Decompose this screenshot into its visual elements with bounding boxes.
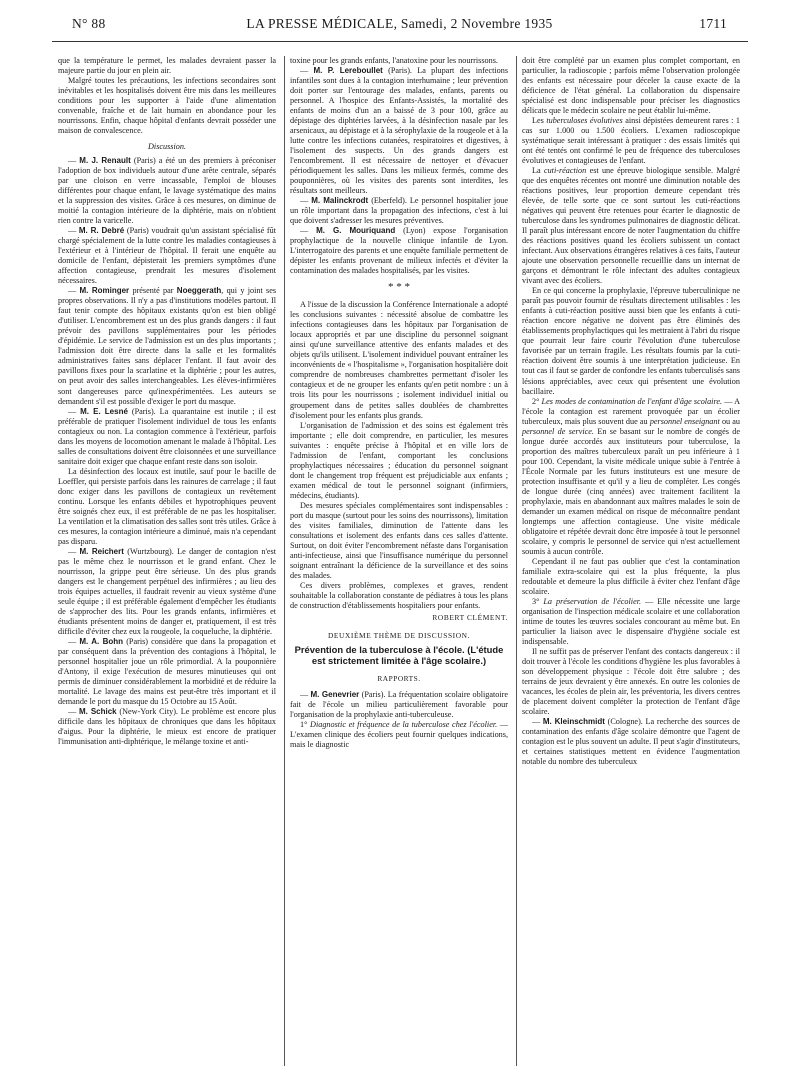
paragraph [522,166,740,286]
speaker-name: Noeggerath [176,286,222,296]
speaker-name: M. Reichert [79,546,124,556]
paragraph-text: (Wurtzbourg). Le danger de contagion n'est pas le même chez le nourrisson et le grand enfant. Chez le nourrisson, la grippe peut être sérieuse. Un des plus grands dangers est le changement perpétuel des infirmières ; au lieu des trois équipes actuelles, il faudrait revenir au vieux système d'une seule équipe ; il est préférable également d'empêcher les étudiants de s'approcher des lits. Pour les grands enfants, infirmières et étudiants présentent moins de danger et, pratiquement, il est très difficile d'éviter chez eux la rougeole, la coqueluche, la diphtérie. [58,546,277,636]
paragraph: L'organisation de l'admission et des soins est également très importante ; elle doit comprendre, en particulier, les mesures suivantes : enquête précise à l'hôpital et en ville lors de l'admission de l'enfant, comportant les conclusions prophylactiques nécessaires ; éducation du personnel soignant dont le changement trop fréquent est préjudiciable aux enfants ; examen médical de tout le personnel soignant (infirmiers, médecins, étudiants). [290,420,508,500]
theme-heading: DEUXIÈME THÈME DE DISCUSSION. [327,630,471,640]
paragraph: Des mesures spéciales complémentaires sont indispensables : port du masque (surtout pour les soins des nourrissons), limitation des visites familiales, diminution de l'attente dans les consultations et isolement des enfants dans ces salles d'attente. Surtout, on doit éviter l'encombrement néfaste dans l'organisation anti-infectieuse, ainsi que l'insuffisance numérique du personnel soignant entraînant la déficience de la surveillance et des soins des malades. [290,500,508,580]
section-title: Prévention de la tuberculose à l'école. (L'étude est strictement limitée à l'âge scolaire.) [294,643,504,666]
paragraph [522,397,740,557]
paragraph-text: (Paris) a été un des premiers à préconiser l'adoption de box individuels autour d'une arête centrale, séparés par une cloison en verre incassable, l'emploi de blouses différentes pour chaque enfant, le lavage systématique des mains et la suppression des visites. Grâce à ces mesures, on diminue de moitié la contagion intérieure de la diphtérie, mais on n'obtient rien contre la varicelle. [58,156,277,226]
item-number: 2° [532,396,540,406]
paragraph-text: (Paris). La quarantaine est inutile ; il est préférable de pratiquer l'isolement individuel de tous les enfants contagieux ou non. La contagion commence à l'extérieur, parfois dans les moyens de locomotion amenant le malade à l'hôpital. Les salles de consultations doivent être cloisonnées et une surveillance sanitaire doit exiger que chaque enfant reste dans son isoloir. [58,406,277,466]
speaker-name: M. P. Lereboullet [313,66,383,76]
emphasis: tuberculoses évolutives [546,116,623,126]
speaker-name: M. Malinckrodt [311,196,369,206]
speaker-name: M. Genevrier [310,689,360,699]
speaker-name: M. G. Mouriquand [316,226,396,236]
paragraph: En ce qui concerne la prophylaxie, l'épreuve tuberculinique ne paraît pas pouvoir fournir de résultats directement utilisables : les enfants à cuti-réaction positive aussi bien que les enfants à cuti-réaction encore négative ne doivent pas être éliminés des établissements prophylactiques qui les mettraient à l'abri du risque que pourrait leur faire courir l'évolution d'une tuberculose favorisée par un terrain fragile. Les résultats fournis par la cuti-réaction doivent être soumis à une interprétation judicieuse. En tout cas il faut se garder de confondre les enfants tuberculisés sans lésions appréciables, avec ceux qui présentent une évolution bacillaire. [522,286,740,396]
issue-number: N° 88 [72,16,106,31]
paragraph: Malgré toutes les précautions, les infections secondaires sont inévitables et les hospitalisés doivent être mis dans les meilleures conditions pour les supporter à l'aide d'une alimentation convenable, fraîche et de lait humain en abondance pour les nourrissons. Enfin, chaque hôpital d'enfants devrait posséder une maison de convalescence. [58,76,276,136]
paragraph [522,116,740,166]
speaker-name: M. R. Debré [78,226,125,236]
speaker-paragraph: — M. Schick (New-York City). Le problème est encore plus difficile dans les hôpitaux de chroniques que dans les hôpitaux d'aigus. Pour la diphtérie, le mieux est encore de pratiquer l'immunisation anti-diphtérique, le mélange toxine et anti- [58,707,276,747]
speaker-paragraph: — M. A. Bohn (Paris) considère que dans la propagation et par conséquent dans la prévention des contagions à l'hôpital, le personnel hospitalier joue un rôle primordial. A la pouponnière d'Antony, il exige l'exécution de mesures minutieuses qui ont permis de diminuer considérablement la morbidité et de réduire la mortalité. Le lavage des mains est peut-être très important et il demande le port du masque du 15 Octobre au 15 Août. [58,636,277,706]
paragraph-text: — Elle nécessite une large organisation de l'inspection médicale scolaire et une collaboration intime de toutes les œuvres sociales concourant au même but. En particulier la liaison avec le dispensaire d'hygiène sociale est indispensable. [522,596,740,646]
paragraph-text: (Paris) voudrait qu'un assistant spécialisé fût chargé spécialement de la lutte contre les maladies contagieuses à l'extérieur et à l'intérieur de l'hôpital. Il ferait une enquête au domicile de l'enfant, dépisterait les premiers symptômes d'une affection contagieuse, prendrait les mesures d'isolement nécessaires. [58,226,277,286]
speaker-paragraph: — M. Reichert (Wurtzbourg). Le danger de contagion n'est pas le même chez le nourrisson et le grand enfant. Chez le nourrisson, la grippe peut être sérieuse. Un des plus grands dangers est le changement perpétuel des infirmières ; au lieu des trois équipes actuelles, il faudrait revenir au vieux système d'une seule équipe ; il est préférable également d'empêcher les étudiants de s'approcher des lits. Pour les grands enfants, infirmières et étudiants présentent moins de danger et, pratiquement, il est très difficile d'éviter chez eux la rougeole, la coqueluche, la diphtérie. [58,546,277,636]
item-title: La préservation de l'écolier. [543,596,642,606]
journal-title: LA PRESSE MÉDICALE, Samedi, 2 Novembre 1935 [246,16,553,31]
paragraph-text: (Paris). La plupart des infections infantiles sont dues à la contagion interhumaine ; leur prévention doit porter sur l'entourage des malades, enfants, parents ou personnel. A l'hospice des Enfants-Assistés, la mortalité des enfants de moins d'un an a baissé de 3 pour 100, grâce au dépistage des diphtéries larvées, à la désinfection nasale par les arsenicaux, au dépistage et à la sérophylaxie de la rougeole et à la lutte contre les infections cutanées, respiratoires et digestives, à l'isolement des suspects. Un des grands dangers est l'encombrement. Il est nécessaire de nettoyer et d'évacuer périodiquement les salles. Dans les milieux fermés, comme des pouponnières, où les visites des parents sont interdites, les résultats sont meilleurs. [290,66,509,196]
speaker-name: M. J. Renault [79,156,131,166]
speaker-paragraph: — M. Kleinschmidt (Cologne). La recherche des sources de contamination des enfants d'âge scolaire démontre que l'agent de contagion est le plus souvent un adulte. Il peut s'agir d'instituteurs, et certaines statistiques mettent en évidence l'augmentation notable du nombre des tuberculeux [522,717,740,767]
paragraph: La désinfection des locaux est inutile, sauf pour le bacille de Loeffler, qui persiste parfois dans les rainures de carrelage ; il faut donc exiger dans les pavillons de contagieux un revêtement continu. Lorsque les enfants débiles et hypotrophiques peuvent être soignés chez eux, il est préférable de ne pas les hospitaliser. La ventilation et la climatisation des salles sont très utiles. Grâce à ces mesures, la contagion intérieure a diminué, mais n'a cependant pas disparu. [58,466,276,546]
paragraph-text: présenté par [132,286,174,296]
paragraph [522,597,740,647]
signature: ROBERT CLÉMENT. [432,612,508,622]
speaker-paragraph: — M. Rominger présenté par Noeggerath, qui y joint ses propres observations. Il n'y a pas d'institutions modèles partout. Il faut tenir compte des hôpitaux existants qu'on est bien obligé d'utiliser. L'encombrement est un des plus grands dangers : il faut prévoir des pavillons supplémentaires pour les périodes d'épidémie. Le service de l'admission est un des plus importants ; l'admission doit être directe dans la salle et les formalités administratives faites sans déplacer l'enfant. Il faut avoir des pavillons fixes pour la scarlatine et la diphtérie ; pour les autres, on peut avoir des salles interchangeables. Les élèves-infirmières sont dangereuses parce qu'inexpérimentées. Les auteurs se demandent s'il est possible d'exiger le port du masque. [58,286,277,406]
paragraph-text: En se basant sur le nombre de congés de longue durée accordés aux instituteurs pour tuberculose, la proportion des maîtres tuberculeux paraît un peu inférieure à 1 pour 100. Cependant, la visite médicale unique subie à l'entrée à l'École Normale par les futurs instituteurs est une mesure de protection insuffisante et qu'il y a lieu de compléter. Les congés de longue durée (cinq années) avec traitement facilitent la prophylaxie, mais en abandonnant aux maîtres malades le soin de demander un examen médical on risque de méconnaître pendant longtemps une affection contagieuse. Une visite médicale obligatoire et répétée devrait donc être imposée à tout le personnel scolaire, y compris le personnel de service qui n'est actuellement soumis à aucun contrôle. [522,426,741,556]
speaker-paragraph: — M. P. Lereboullet (Paris). La plupart des infections infantiles sont dues à la contagion interhumaine ; leur prévention doit porter sur l'entourage des malades, enfants, parents ou personnel. A l'hospice des Enfants-Assistés, la mortalité des enfants de moins d'un an a baissé de 3 pour 100, grâce au dépistage des diphtéries larvées, à la désinfection nasale par les arsenicaux, au dépistage et à la sérophylaxie de la rougeole et à la lutte contre les infections cutanées, respiratoires et digestives, à l'isolement des suspects. Un des grands dangers est l'encombrement. Il est nécessaire de nettoyer et d'évacuer périodiquement les salles. Dans les milieux fermés, comme des pouponnières, où les visites des parents sont interdites, les résultats sont meilleurs. [290,66,509,196]
paragraph-text: (Lyon) expose l'organisation prophylactique de la nouvelle clinique infantile de Lyon. L'interrogatoire des parents et une enquête familiale permettent de dépister les enfants provenant de milieux infectés et d'éviter la contamination des malades hospitalisés, par les visites. [290,226,508,276]
speaker-paragraph: — M. E. Lesné (Paris). La quarantaine est inutile ; il est préférable de pratiquer l'isolement individuel de tous les enfants contagieux ou non. La contagion commence à l'extérieur, parfois dans les moyens de locomotion amenant le malade à l'hôpital. Les salles de consultations doivent être cloisonnées et une surveillance sanitaire doit exiger que chaque enfant reste dans son isoloir. [58,406,277,466]
speaker-name: M. Rominger [79,286,130,296]
item-title: Les modes de contamination de l'enfant d'âge scolaire. [541,396,723,406]
paragraph: Ces divers problèmes, complexes et graves, rendent souhaitable la collaboration constante de pédiatres à tous les plans de construction d'établissements hospitaliers pour enfants. [290,580,508,610]
speaker-paragraph: — M. Genevrier (Paris). La fréquentation scolaire obligatoire fait de l'école un milieu particulièrement favorable pour l'organisation de la prophylaxie anti-tuberculeuse. [290,689,508,719]
section-separator: * * * [388,281,410,294]
emphasis: cuti-réaction [543,166,587,176]
paragraph-text: , qui y joint ses propres observations. Il n'y a pas d'institutions modèles partout. Il faut tenir compte des hôpitaux existants qu'on est bien obligé d'utiliser. L'encombrement est un des plus grands dangers : il faut prévoir des pavillons supplémentaires pour les périodes d'épidémie. Le service de l'admission est un des plus importants ; l'admission doit être directe dans la salle et les formalités administratives faites sans déplacer l'enfant. Il faut avoir des pavillons fixes pour la scarlatine et la diphtérie ; pour les autres, on peut avoir des salles interchangeables. Les élèves-infirmières sont dangereuses parce qu'inexpérimentées. Les auteurs se demandent s'il est possible d'exiger le port du masque. [58,286,277,406]
speaker-name: M. A. Bohn [79,636,124,646]
subsection-heading: RAPPORTS. [377,673,421,683]
page-header [72,16,727,38]
emphasis: personnel enseignant [649,416,720,426]
paragraph: que la température le permet, les malades devraient passer la majeure partie du jour en plein air. [58,56,276,76]
paragraph: Cependant il ne faut pas oublier que c'est la contamination familiale extra-scolaire qui est la plus fréquente, la plus redoutable et demeure la plus difficile à éviter chez l'enfant d'âge scolaire. [522,556,740,596]
column-2 [290,56,508,750]
speaker-paragraph: — M. G. Mouriquand (Lyon) expose l'organisation prophylactique de la nouvelle clinique infantile de Lyon. L'interrogatoire des parents et une enquête familiale permettent de dépister les enfants provenant de milieux infectés et d'éviter la contamination des malades hospitalisés, par les visites. [290,226,508,276]
section-heading: Discussion. [148,142,186,152]
column-divider [516,56,517,1066]
paragraph-text: — L'examen clinique des écoliers peut fournir quelques indications, mais le diagnostic [290,719,508,749]
speaker-paragraph: — M. Malinckrodt (Eberfeld). Le personnel hospitalier joue un rôle important dans la propagation des infections, c'est à lui que doivent s'adresser les mesures préventives. [290,196,509,226]
paragraph: A l'issue de la discussion la Conférence Internationale a adopté les conclusions suivantes : nécessité absolue de combattre les infections contagieuses dans les hôpitaux par l'organisation de locaux appropriés et par une discipline du personnel soignant ainsi qu'une surveillance attentive des enfants malades et des objets qu'ils utilisent. L'isolement individuel pouvant entraîner les inconvénients de « l'hospitalisme », l'organisation hospitalière doit comprendre de nombreuses chambrettes permettant d'isoler les contagieux et de ne grouper les enfants qu'en petit nombre : un à trois lits pour les nourrissons ; isolement individuel initial ou groupement dans de petites salles doublées de chambrettes d'isolement pour les enfants plus grands. [290,300,508,420]
paragraph-text: (Cologne). La recherche des sources de contamination des enfants d'âge scolaire démontre que l'agent de contagion est le plus souvent un adulte. Il peut s'agir d'instituteurs, et certaines statistiques mettent en évidence l'augmentation notable du nombre des tuberculeux [522,717,740,767]
speaker-paragraph: — M. R. Debré (Paris) voudrait qu'un assistant spécialisé fût chargé spécialement de la lutte contre les maladies contagieuses à l'extérieur et à l'intérieur de l'hôpital. Il ferait une enquête au domicile de l'enfant, dépisterait les premiers symptômes d'une affection contagieuse, prendrait les mesures d'isolement nécessaires. [58,226,277,286]
paragraph-text: ainsi dépistées demeurent rares : 1 cas sur 1.000 ou 1.500 écoliers. L'examen radioscopique systématique serait intéressant à pratiquer : des essais limités qui ont été tentés ont confirmé le peu de fréquence des tuberculoses évolutives et contagieuses de l'enfant. [522,116,741,166]
item-number: 1° [300,719,308,729]
paragraph-text: (Paris) considère que dans la propagation et par conséquent dans la prévention des contagions à l'hôpital, le personnel hospitalier joue un rôle primordial. A la pouponnière d'Antony, il exige l'exécution de mesures minutieuses qui ont permis de diminuer considérablement la morbidité et de réduire la mortalité. Le lavage des mains est peut-être très important et il demande le port du masque du 15 Octobre au 15 Août. [58,636,277,706]
column-divider [284,56,285,1066]
item-title: Diagnostic et fréquence de la tuberculose chez l'écolier. [310,719,498,729]
paragraph: toxine pour les grands enfants, l'anatoxine pour les nourrissons. [290,56,498,65]
emphasis: personnel de service. [522,426,594,436]
speaker-name: M. Kleinschmidt [542,717,605,727]
paragraph: Il ne suffit pas de préserver l'enfant des contacts dangereux : il doit trouver à l'école les conditions d'hygiène les plus favorables à son développement physique : l'école doit être salubre ; des terrains de jeux devraient y être annexés. En outre les colonies de vacances, les écoles de plein air, les préventoria, les divers centres de placement doivent compléter la protection de l'enfant d'âge scolaire. [522,646,740,717]
speaker-name: M. E. Lesné [80,406,128,416]
speaker-name: M. Schick [78,707,117,716]
speaker-paragraph: — M. J. Renault (Paris) a été un des premiers à préconiser l'adoption de box individuels autour d'une arête centrale, séparés par une cloison en verre incassable, l'emploi de blouses différentes pour chaque enfant, le lavage systématique des mains et la suppression des visites. Grâce à ces mesures, on diminue de moitié la contagion intérieure de la diphtérie, mais on n'obtient rien contre la varicelle. [58,156,277,226]
paragraph-text: (Eberfeld). Le personnel hospitalier joue un rôle important dans la propagation des infections, c'est à lui que doivent s'adresser les mesures préventives. [290,196,509,226]
column-1 [58,56,276,747]
paragraph-text: — A l'école la contagion est rarement provoquée par un écolier tuberculeux, mais plus souvent due au [522,396,740,426]
paragraph-text: La [532,166,541,176]
column-3 [522,56,740,767]
paragraph-text: (New-York City). Le problème est encore plus difficile dans les hôpitaux de chroniques que dans les hôpitaux d'aigus. Pour la diphtérie, le mieux est encore de pratiquer l'immunisation anti-diphtérique, le mélange toxine et anti- [58,707,276,747]
item-number: 3° [532,596,540,606]
page-number: 1711 [699,16,727,31]
paragraph [290,720,508,750]
paragraph-text: (Paris). La fréquentation scolaire obligatoire fait de l'école un milieu particulièrement favorable pour l'organisation de la prophylaxie anti-tuberculeuse. [290,689,508,719]
paragraph-text: ou au [721,416,741,426]
paragraph: doit être complété par un examen plus complet comportant, en particulier, la radioscopie ; parfois même l'observation prolongée des enfants est nécessaire pour déceler la cause exacte de la déficience de l'état général. La collaboration du dispensaire spécialisé est donc indispensable pour préciser les diagnostics délicats que le médecin scolaire ne peut établir lui-même. [522,56,740,116]
paragraph-text: Les [532,116,544,126]
paragraph-text: est une épreuve biologique sensible. Malgré que des enquêtes récentes ont montré une diminution notable des réactions positives, leur proportion demeure cependant très élevée, de telle sorte que ce sont surtout les cuti-réactions négatives qui peuvent être retenues pour écarter le diagnostic de tuberculose dans les syndromes pulmonaires de diagnostic délicat. Il paraît plus intéressant encore de noter l'augmentation du chiffre des réactions positives quand les écoliers subissent un contact infectant. Aux observations étrangères relatives à ces faits, l'auteur ajoute une observation personnelle recueillie dans un internat de garçons et démontrant le rôle infectant des adultes contagieux vivant avec des écoliers. [522,166,741,286]
header-rule [52,41,748,42]
